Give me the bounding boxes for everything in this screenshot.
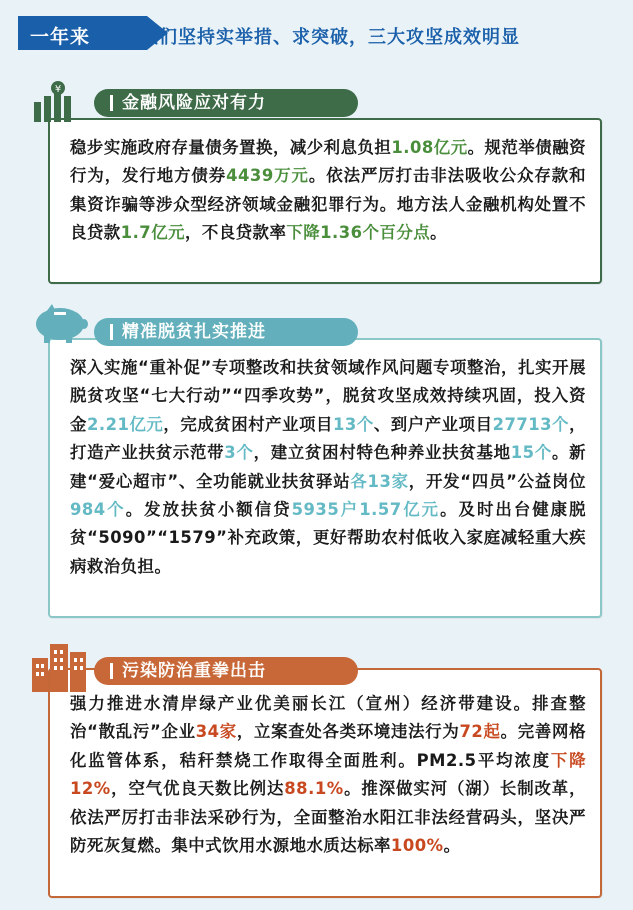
body-text: 强力推进水清岸绿产业优美丽长江（宣州）经济带建设。排查整治“散乱污”企业 [70, 694, 586, 742]
section-title-pollution: 污染防治重拳出击 [94, 657, 358, 685]
body-text: 。发放扶贫小额信贷 [125, 500, 292, 520]
body-text: 。依法严厉打击非法吸收公众存款和集资诈骗等涉众型经济领域金融犯罪行为。地方法人金融机构处置不良贷款 [70, 166, 587, 243]
highlight-figure: 4439万元 [226, 166, 309, 186]
highlight-figure: 34家 [195, 722, 237, 742]
body-text: 。推深做实河（湖）长制改革，依法严厉打击非法采砂行为，全面整治水阳江非法经营码头，坚决严防死灰复燃。集中式饮用水源地水质达标率 [70, 779, 587, 856]
body-text: 。 [443, 836, 461, 856]
highlight-figure: 各13家 [350, 471, 409, 491]
highlight-figure: 3个 [224, 443, 254, 463]
body-text: 。及时出台健康脱贫“5090”“1579”补充政策，更好帮助农村低收入家庭减轻重大疾病救治负担。 [70, 500, 587, 576]
highlight-figure: 15个 [510, 443, 552, 463]
highlight-figure: 下降1.36个百分点 [286, 223, 431, 243]
body-text: 。 [430, 223, 448, 243]
highlight-figure: 72起 [459, 722, 501, 742]
section-body [50, 340, 600, 616]
header-tab-label: 一年来 [30, 26, 91, 48]
body-text: ，开发“四员”公益岗位 [408, 471, 587, 491]
body-text: ，打造产业扶贫示范带 [70, 414, 587, 463]
section-pollution-box [48, 668, 602, 898]
section-body [50, 120, 600, 282]
body-text: 稳步实施政府存量债务置换，减少利息负担 [70, 138, 392, 157]
section-body [50, 670, 600, 896]
highlight-figure: 13个 [333, 414, 374, 434]
section-finance-box [48, 118, 602, 284]
highlight-figure: 1.7亿元 [120, 223, 185, 243]
body-text: 。规范举债融资行为，发行地方债券 [70, 138, 587, 186]
body-text: 。新建“爱心超市”、全功能就业扶贫驿站 [70, 443, 587, 491]
section-title-poverty: 精准脱贫扎实推进 [94, 318, 358, 346]
piggy-bank-icon [30, 302, 90, 344]
money-bars-icon [32, 80, 88, 124]
header-title: 我们坚持实举措、求突破，三大攻坚成效明显 [140, 27, 520, 48]
factory-buildings-icon [30, 638, 90, 694]
highlight-figure: 下降12% [70, 750, 587, 799]
highlight-figure: 27713个 [492, 414, 570, 434]
body-text: ，建立贫困村特色种养业扶贫基地 [253, 443, 511, 463]
body-text: ，空气优良天数比例达 [110, 779, 285, 799]
highlight-figure: 88.1% [284, 779, 344, 799]
body-text: 。完善网格化监管体系，秸秆禁烧工作取得全面胜利。PM2.5平均浓度 [70, 722, 587, 770]
section-title-finance: 金融风险应对有力 [94, 89, 358, 117]
header [0, 0, 633, 68]
body-text: ，立案查处各类环境违法行为 [236, 722, 460, 742]
section-poverty-box [48, 338, 602, 618]
body-text: 、到户产业项目 [373, 414, 493, 434]
body-text: ，完成贫困村产业项目 [163, 414, 333, 434]
highlight-figure: 100% [390, 836, 444, 856]
body-text: 深入实施“重补促”专项整改和扶贫领域作风问题专项整治，扎实开展脱贫攻坚“七大行动”“四季攻势”，脱贫攻坚成效持续巩固，投入资金 [70, 358, 586, 434]
highlight-figure: 1.08亿元 [391, 138, 468, 157]
highlight-figure: 5935户1.57亿元 [291, 500, 441, 520]
svg-text:¥: ¥ [54, 84, 62, 95]
highlight-figure: 984个 [70, 500, 126, 520]
body-text: ，不良贷款率 [185, 223, 287, 243]
highlight-figure: 2.21亿元 [86, 414, 164, 434]
